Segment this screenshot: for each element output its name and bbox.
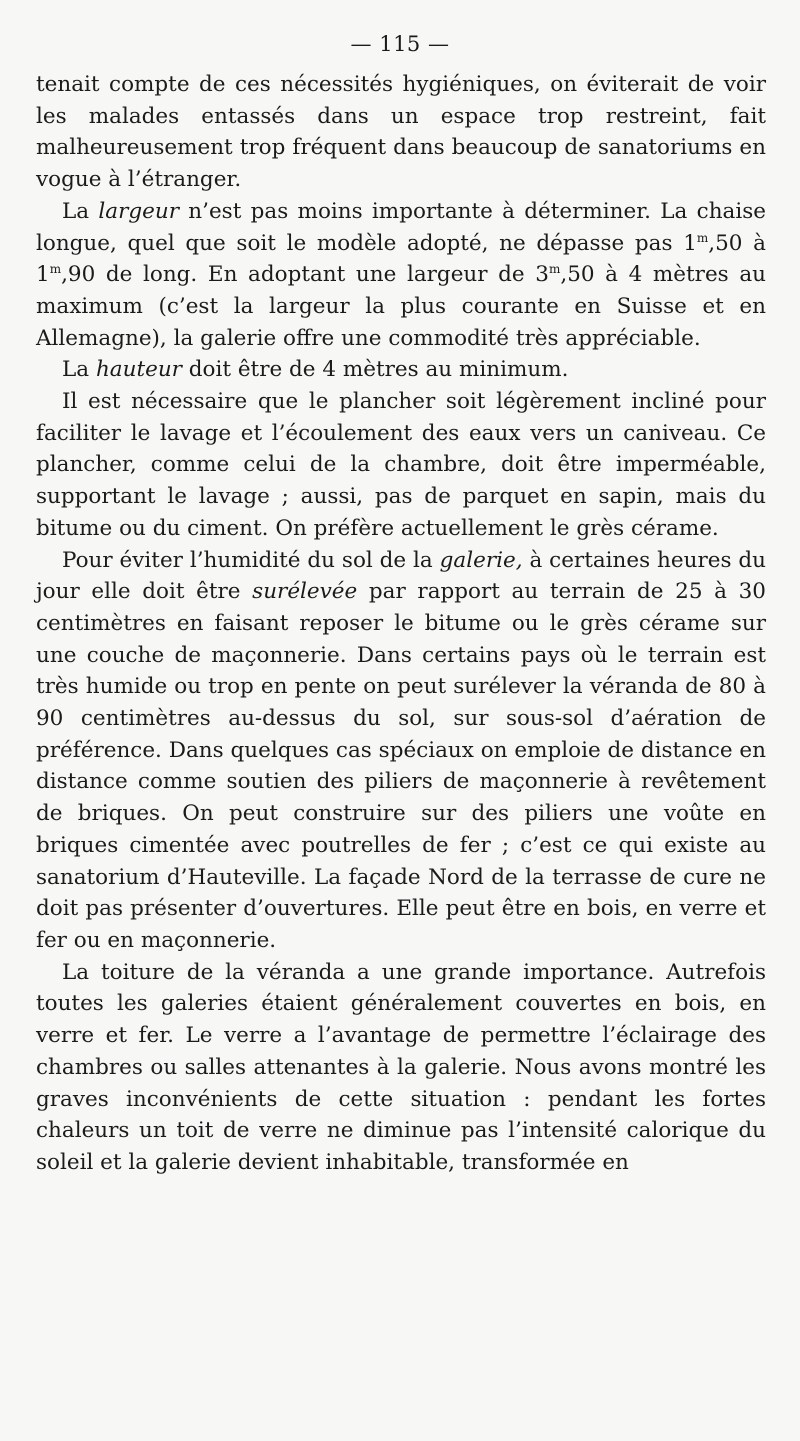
unit-superscript: m	[548, 262, 561, 277]
paragraph-plancher	[36, 386, 766, 545]
paragraph-toiture	[36, 957, 766, 1179]
text-run: La toiture de la véranda a une grande importance. Autrefois toutes les galeries étaient généralement couvertes en bois, en verre et fer. Le verre a l’avantage de permettre l’éclairage des chambres ou salles attenantes à la galerie. Nous avons montré les graves inconvénients de cette situation : pendant les fortes chaleurs un toit de verre ne diminue pas l’intensité calorique du soleil et la galerie devient inhabitable, transformée en	[36, 959, 766, 1175]
text-run: ,50 à 4 mètres au maximum (c’est la largeur la plus courante en Suisse et en Allemagne), la galerie offre une commodité très appréciable.	[36, 262, 766, 351]
unit-superscript: m	[49, 262, 62, 277]
text-run: ,50 à 1	[36, 230, 766, 288]
paragraph-hauteur	[36, 354, 766, 386]
body-text	[36, 69, 766, 1179]
italic-term: galerie,	[439, 547, 523, 573]
text-run: ,90 de long. En adoptant une largeur de 3	[61, 262, 549, 288]
unit-superscript: m	[696, 230, 709, 245]
italic-term: hauteur	[95, 357, 182, 383]
text-run: Il est nécessaire que le plancher soit légèrement incliné pour faciliter le lavage et l’écoulement des eaux vers un caniveau. Ce plancher, comme celui de la chambre, doit être imperméable, supportant le lavage ; aussi, pas de parquet en sapin, mais du bitume ou du ciment. On préfère actuellement le grès cérame.	[36, 389, 766, 541]
italic-term: largeur	[98, 198, 179, 224]
text-run: par rapport au terrain de 25 à 30 centimètres en faisant reposer le bitume ou le grès cérame sur une couche de maçonnerie. Dans certains pays où le terrain est très humide ou trop en pente on peut surélever la véranda de 80 à 90 centimètres au-dessus du sol, sur sous-sol d’aération de préférence. Dans quelques cas spéciaux on emploie de distance en distance comme soutien des piliers de maçonnerie à revêtement de briques. On peut construire sur des piliers une voûte en briques cimentée avec poutrelles de fer ; c’est ce qui existe au sanatorium d’Hauteville. La façade Nord de la terrasse de cure ne doit pas présenter d’ouvertures. Elle peut être en bois, en verre et fer ou en maçonnerie.	[36, 579, 766, 953]
text-run: n’est pas moins importante à déterminer. La chaise longue, quel que soit le modèle adopté, ne dépasse pas 1	[36, 198, 766, 256]
text-run: tenait compte de ces nécessités hygiéniques, on éviterait de voir les malades entassés dans un espace trop restreint, fait malheureusement trop fréquent dans beaucoup de sanatoriums en vogue à l’étranger.	[36, 72, 766, 193]
text-run: doit être de 4 mètres au minimum.	[181, 357, 569, 383]
text-run: Pour éviter l’humidité du sol de la	[62, 547, 440, 573]
text-run: La	[62, 198, 99, 224]
paragraph-largeur	[36, 196, 766, 355]
paragraph-humidite	[36, 545, 766, 957]
paragraph-continuation	[36, 69, 766, 196]
italic-term: surélevée	[252, 579, 358, 605]
page-number: — 115 —	[350, 32, 450, 56]
text-run: à certaines heures du jour elle doit être	[36, 547, 766, 605]
text-run: La	[62, 357, 96, 383]
